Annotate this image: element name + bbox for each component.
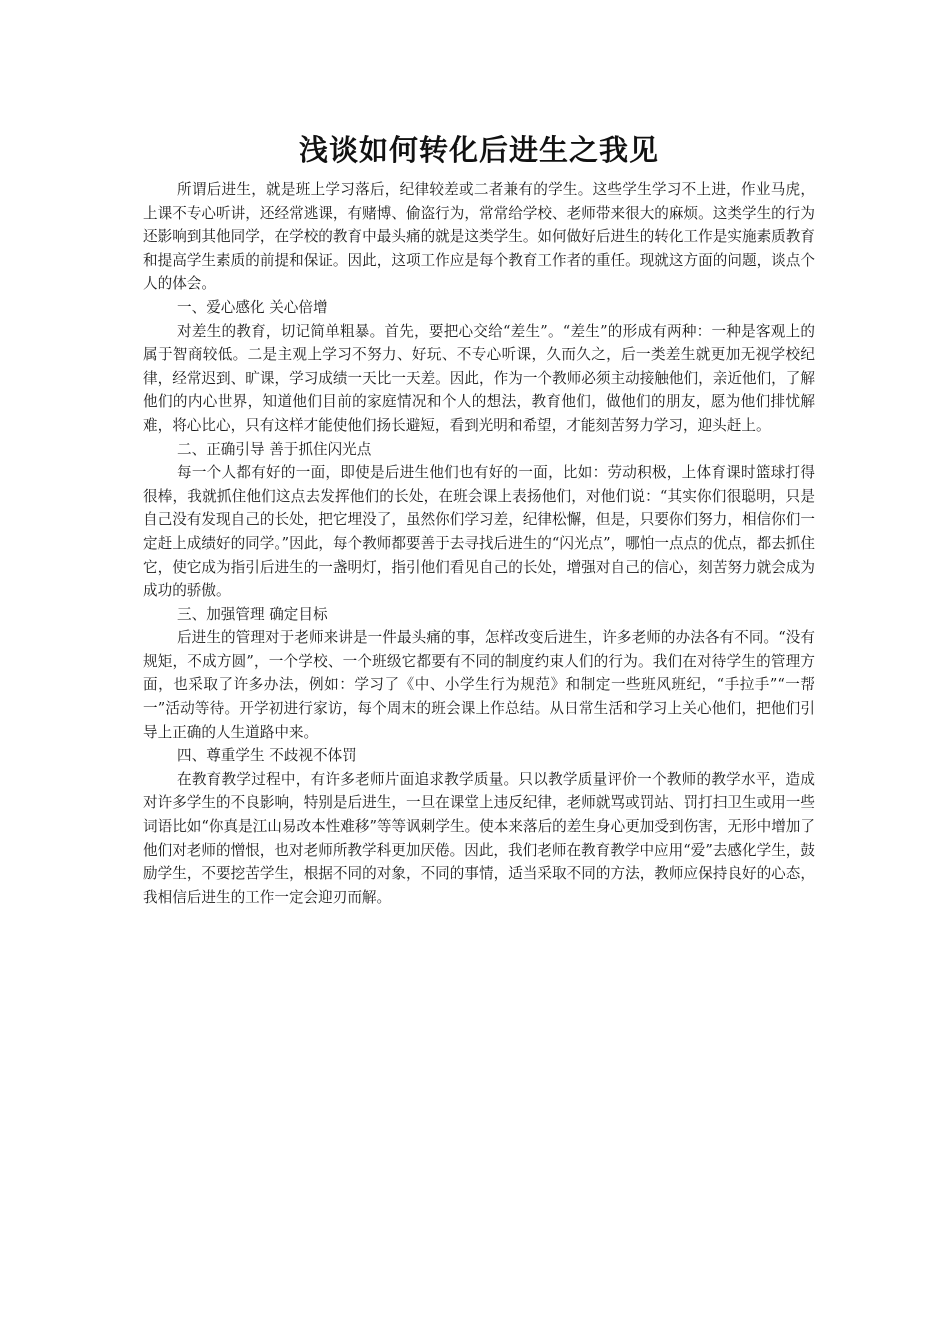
section-body-2: 每一个人都有好的一面，即使是后进生他们也有好的一面，比如：劳动积极，上体育课时篮球打得很棒，我就抓住他们这点去发挥他们的长处，在班会课上表扬他们，对他们说：“其实你们很聪明，只是自己没有发现自己的长处，把它埋没了，虽然你们学习差，纪律松懈，但是，只要你们努力，相信你们一定赶上成绩好的同学。”因此，每个教师都要善于去寻找后进生的“闪光点”，哪怕一点点的优点，都去抓住它，使它成为指引后进生的一盏明灯，指引他们看见自己的长处，增强对自己的信心，刻苦努力就会成为成功的骄傲。: [143, 464, 815, 600]
section-heading-4: 四、尊重学生 不歧视不体罚: [177, 747, 357, 765]
section-body-4: 在教育教学过程中，有许多老师片面追求教学质量。只以教学质量评价一个教师的教学水平，造成对许多学生的不良影响，特别是后进生，一旦在课堂上违反纪律，老师就骂或罚站、罚打扫卫生或用一些词语比如“你真是江山易改本性难移”等等讽刺学生。使本来落后的差生身心更加受到伤害，无形中增加了他们对老师的憎恨，也对老师所教学科更加厌倦。因此，我们老师在教育教学中应用“爱”去感化学生，鼓励学生，不要挖苦学生，根据不同的对象，不同的事情，适当采取不同的方法，教师应保持良好的心态，我相信后进生的工作一定会迎刃而解。: [143, 770, 815, 906]
section-heading-2: 二、正确引导 善于抓住闪光点: [177, 440, 372, 458]
intro-paragraph: 所谓后进生，就是班上学习落后，纪律较差或二者兼有的学生。这些学生学习不上进，作业马虎，上课不专心听讲，还经常逃课，有赌博、偷盗行为，常常给学校、老师带来很大的麻烦。这类学生的行为还影响到其他同学，在学校的教育中最头痛的就是这类学生。如何做好后进生的转化工作是实施素质教育和提高学生素质的前提和保证。因此，这项工作应是每个教育工作者的重任。现就这方面的问题，谈点个人的体会。: [143, 181, 815, 293]
section-heading-3: 三、加强管理 确定目标: [177, 605, 328, 623]
document-body: [143, 130, 815, 909]
section-body-1: 对差生的教育，切记简单粗暴。首先，要把心交给“差生”。“差生”的形成有两种：一种是客观上的属于智商较低。二是主观上学习不努力、好玩、不专心听课，久而久之，后一类差生就更加无视学校纪律，经常迟到、旷课，学习成绩一天比一天差。因此，作为一个教师必须主动接触他们，亲近他们，了解他们的内心世界，知道他们目前的家庭情况和个人的想法，教育他们，做他们的朋友，愿为他们排忧解难，将心比心，只有这样才能使他们扬长避短，看到光明和希望，才能刻苦努力学习，迎头赶上。: [143, 322, 815, 434]
document-title: 浅谈如何转化后进生之我见: [298, 133, 659, 167]
section-body-3: 后进生的管理对于老师来讲是一件最头痛的事，怎样改变后进生，许多老师的办法各有不同。“没有规矩，不成方圆”，一个学校、一个班级它都要有不同的制度约束人们的行为。我们在对待学生的管理方面，也采取了许多办法，例如：学习了《中、小学生行为规范》和制定一些班风班纪，“手拉手”“一帮一”活动等待。开学初进行家访，每个周末的班会课上作总结。从日常生活和学习上关心他们，把他们引导上正确的人生道路中来。: [143, 629, 815, 741]
section-heading-1: 一、爱心感化 关心倍增: [177, 298, 328, 316]
